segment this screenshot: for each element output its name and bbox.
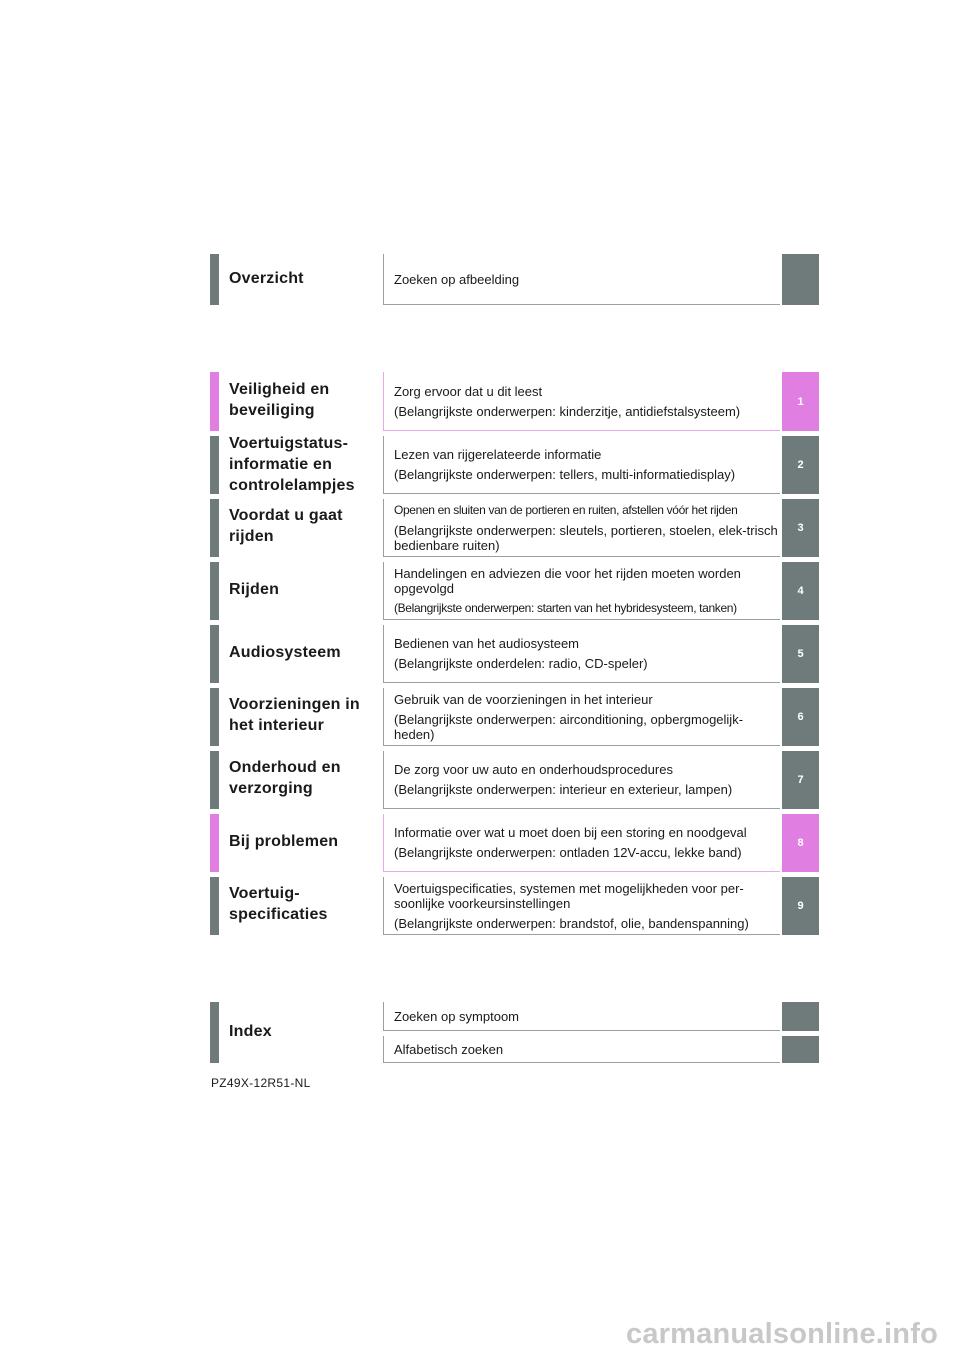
chapter-desc[interactable] xyxy=(383,751,780,809)
overview-title: Overzicht xyxy=(229,270,304,287)
chapter-row-5[interactable] xyxy=(210,625,819,683)
chapter-row-6[interactable] xyxy=(210,688,819,746)
index-item-desc[interactable] xyxy=(383,1036,780,1063)
chapter-title: Rijden xyxy=(229,581,280,598)
chapter-tab-9[interactable]: 9 xyxy=(782,877,819,935)
chapter-desc-line1: Bedienen van het audiosysteem xyxy=(394,636,580,651)
index-title: Index xyxy=(229,1023,272,1040)
index-item-alphabetic[interactable] xyxy=(383,1036,819,1063)
chapter-desc[interactable] xyxy=(383,814,780,872)
chapter-row-3[interactable] xyxy=(210,499,819,557)
chapter-title: Veiligheid en beveiliging xyxy=(229,381,330,419)
chapter-title: Voertuig-specificaties xyxy=(229,885,328,923)
index-item-desc[interactable] xyxy=(383,1002,780,1031)
index-item-text: Zoeken op symptoom xyxy=(394,1008,520,1024)
chapter-title: Bij problemen xyxy=(229,833,339,850)
index-item-text: Alfabetisch zoeken xyxy=(394,1041,504,1057)
chapter-tab-3[interactable]: 3 xyxy=(782,499,819,557)
chapter-row-2[interactable] xyxy=(210,436,819,494)
chapter-tab-2[interactable]: 2 xyxy=(782,436,819,494)
chapter-desc[interactable] xyxy=(383,625,780,683)
chapter-desc-line1: Zorg ervoor dat u dit leest xyxy=(394,383,543,399)
section-bar xyxy=(210,372,219,431)
chapter-row-9[interactable] xyxy=(210,877,819,935)
chapter-title: Voertuigstatus-informatie en controlelampjes xyxy=(229,435,355,494)
section-bar xyxy=(210,625,219,683)
section-bar xyxy=(210,688,219,746)
chapter-desc-line1: Gebruik van de voorzieningen in het interieur xyxy=(394,691,653,707)
chapter-desc[interactable] xyxy=(383,877,780,935)
chapter-desc-line2: (Belangrijkste onderwerpen: starten van het hybridesysteem, tanken) xyxy=(394,600,737,615)
chapter-tab-6[interactable]: 6 xyxy=(782,688,819,746)
chapter-desc-line2: (Belangrijkste onderwerpen: sleutels, portieren, stoelen, elek-trisch bedienbare ruiten) xyxy=(394,522,778,553)
index-tab-alphabetic[interactable] xyxy=(782,1036,819,1063)
section-bar xyxy=(210,877,219,935)
chapter-title: Audiosysteem xyxy=(229,644,341,661)
chapter-desc[interactable] xyxy=(383,562,780,620)
chapter-desc-line2: (Belangrijkste onderwerpen: brandstof, olie, bandenspanning) xyxy=(394,915,749,931)
chapter-desc-line1: Handelingen en adviezen die voor het rijden moeten worden opgevolgd xyxy=(394,565,741,596)
section-bar xyxy=(210,499,219,557)
chapter-tab-4[interactable]: 4 xyxy=(782,562,819,620)
chapter-tab-7[interactable]: 7 xyxy=(782,751,819,809)
overview-desc[interactable] xyxy=(383,254,780,305)
chapter-title: Voordat u gaat rijden xyxy=(229,507,343,545)
chapter-title: Onderhoud en verzorging xyxy=(229,759,341,797)
chapter-desc[interactable] xyxy=(383,688,780,746)
section-bar xyxy=(210,254,219,305)
chapter-desc-line1: Informatie over wat u moet doen bij een storing en noodgeval xyxy=(394,825,747,840)
chapter-desc-line2: (Belangrijkste onderwerpen: interieur en exterieur, lampen) xyxy=(394,782,733,797)
chapter-tab-1[interactable]: 1 xyxy=(782,372,819,431)
chapter-desc-line2: (Belangrijkste onderwerpen: ontladen 12V-accu, lekke band) xyxy=(394,845,742,860)
overview-row[interactable] xyxy=(210,254,819,305)
section-bar xyxy=(210,436,219,494)
chapter-desc-line1: Voertuigspecificaties, systemen met mogelijkheden voor per-soonlijke voorkeursinstellingen xyxy=(394,880,744,911)
section-bar xyxy=(210,814,219,872)
section-bar xyxy=(210,751,219,809)
chapter-desc-line2: (Belangrijkste onderwerpen: airconditioning, opbergmogelijk-heden) xyxy=(394,711,744,742)
chapter-title: Voorzieningen in het interieur xyxy=(229,696,360,734)
chapter-desc-line1: De zorg voor uw auto en onderhoudsprocedures xyxy=(394,762,673,777)
chapter-desc-line2: (Belangrijkste onderwerpen: tellers, multi-informatiedisplay) xyxy=(394,467,736,482)
chapter-desc[interactable] xyxy=(383,499,780,557)
section-bar xyxy=(210,562,219,620)
chapter-desc-line2: (Belangrijkste onderdelen: radio, CD-speler) xyxy=(394,656,648,671)
overview-tab[interactable] xyxy=(782,254,819,305)
overview-desc-text: Zoeken op afbeelding xyxy=(394,271,520,287)
document-code: PZ49X-12R51-NL xyxy=(211,1076,311,1090)
chapter-row-1[interactable] xyxy=(210,372,819,431)
index-row xyxy=(210,1002,819,1063)
chapter-desc[interactable] xyxy=(383,436,780,494)
section-bar xyxy=(210,1002,219,1063)
chapter-row-8[interactable] xyxy=(210,814,819,872)
chapter-desc-line2: (Belangrijkste onderwerpen: kinderzitje, antidiefstalsysteem) xyxy=(394,403,741,419)
index-item-symptom[interactable] xyxy=(383,1002,819,1031)
chapter-desc[interactable] xyxy=(383,372,780,431)
chapter-row-4[interactable] xyxy=(210,562,819,620)
chapter-desc-line1: Lezen van rijgerelateerde informatie xyxy=(394,447,602,462)
watermark: carmanualsonline.info xyxy=(626,1318,938,1350)
chapter-desc-line1: Openen en sluiten van de portieren en ruiten, afstellen vóór het rijden xyxy=(394,502,738,517)
chapter-tab-8[interactable]: 8 xyxy=(782,814,819,872)
index-tab-symptom[interactable] xyxy=(782,1002,819,1031)
chapter-row-7[interactable] xyxy=(210,751,819,809)
chapter-tab-5[interactable]: 5 xyxy=(782,625,819,683)
